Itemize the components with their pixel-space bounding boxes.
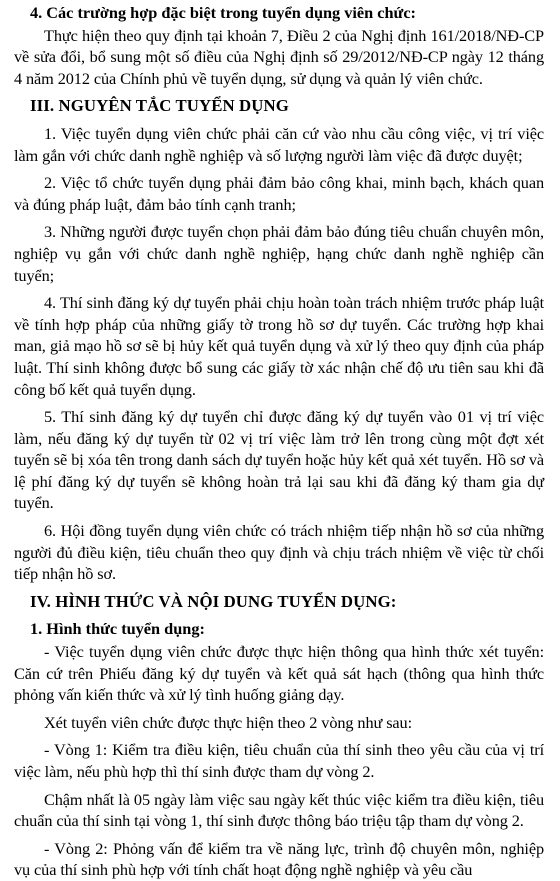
principle-paragraph-1: 1. Việc tuyển dụng viên chức phải căn cứ vào nhu cầu công việc, vị trí việc làm gắn với chức danh nghề nghiệp và số lượng người làm việc đã được duyệt;: [14, 123, 544, 165]
principle-paragraph-6: 6. Hội đồng tuyển dụng viên chức có trách nhiệm tiếp nhận hồ sơ của những người đủ điều kiện, tiêu chuẩn theo quy định và chịu trách nhiệm về việc từ chối tiếp nhận hồ sơ.: [14, 521, 544, 584]
form-paragraph-2: Xét tuyển viên chức được thực hiện theo 2 vòng như sau:: [44, 712, 413, 732]
subsection-1-heading: 1. Hình thức tuyển dụng:: [30, 619, 205, 639]
document-page: [14, 0, 544, 881]
form-paragraph-5: - Vòng 2: Phỏng vấn để kiểm tra về năng lực, trình độ chuyên môn, nghiệp vụ của thí sinh phù hợp với tính chất hoạt động nghề nghiệp và yêu cầu: [14, 838, 544, 880]
section-4-heading: 4. Các trường hợp đặc biệt trong tuyển dụng viên chức:: [30, 3, 416, 22]
principle-paragraph-4: 4. Thí sinh đăng ký dự tuyển phải chịu hoàn toàn trách nhiệm trước pháp luật về tính hợp pháp của những giấy tờ trong hồ sơ dự tuyển. Các trường hợp khai man, giả mạo hồ sơ sẽ bị hủy kết quả tuyển dụng và xử lý theo quy định của pháp luật. Thí sinh không được bổ sung các giấy tờ xác nhận chế độ ưu tiên sau khi đã công bố kết quả tuyển dụng.: [14, 293, 544, 399]
principle-paragraph-2: 2. Việc tổ chức tuyển dụng phải đảm bảo công khai, minh bạch, khách quan và đúng pháp luật, đảm bảo tính cạnh tranh;: [14, 173, 544, 214]
section-4-paragraph: Thực hiện theo quy định tại khoản 7, Điều 2 của Nghị định 161/2018/NĐ-CP về sửa đổi, bổ sung một số điều của Nghị định số 29/2012/NĐ-CP ngày 12 tháng 4 năm 2012 của Chính phủ về tuyển dụng, sử dụng và quản lý viên chức.: [14, 25, 544, 88]
form-paragraph-3: - Vòng 1: Kiểm tra điều kiện, tiêu chuẩn của thí sinh theo yêu cầu của vị trí việc làm, nếu phù hợp thì thí sinh được tham dự vòng 2.: [14, 740, 544, 781]
section-III-heading: III. NGUYÊN TẮC TUYỂN DỤNG: [30, 96, 289, 116]
principle-paragraph-5: 5. Thí sinh đăng ký dự tuyển chỉ được đăng ký dự tuyển vào 01 vị trí việc làm, nếu đăng ký dự tuyển từ 02 vị trí việc làm trở lên trong cùng một đợt xét tuyển sẽ bị xóa tên trong danh sách dự tuyển hoặc hủy kết quả xét tuyển. Hồ sơ và lệ phí đăng ký dự tuyển sẽ không hoàn trả lại sau khi đã đăng ký tham gia dự tuyển.: [14, 407, 544, 513]
principle-paragraph-3: 3. Những người được tuyển chọn phải đảm bảo đúng tiêu chuẩn chuyên môn, nghiệp vụ gắn với chức danh nghề nghiệp, hạng chức danh nghề nghiệp cần tuyển;: [14, 222, 544, 285]
form-paragraph-4: Chậm nhất là 05 ngày làm việc sau ngày kết thúc việc kiểm tra điều kiện, tiêu chuẩn của thí sinh tại vòng 1, thí sinh được thông báo triệu tập tham dự vòng 2.: [14, 789, 544, 831]
form-paragraph-1: - Việc tuyển dụng viên chức được thực hiện thông qua hình thức xét tuyển: Căn cứ trên Phiếu đăng ký dự tuyển và kết quả sát hạch (thông qua hình thức phỏng vấn kiến thức và xử lý tình huống giảng dạy.: [14, 642, 544, 705]
section-IV-heading: IV. HÌNH THỨC VÀ NỘI DUNG TUYỂN DỤNG:: [30, 591, 397, 611]
